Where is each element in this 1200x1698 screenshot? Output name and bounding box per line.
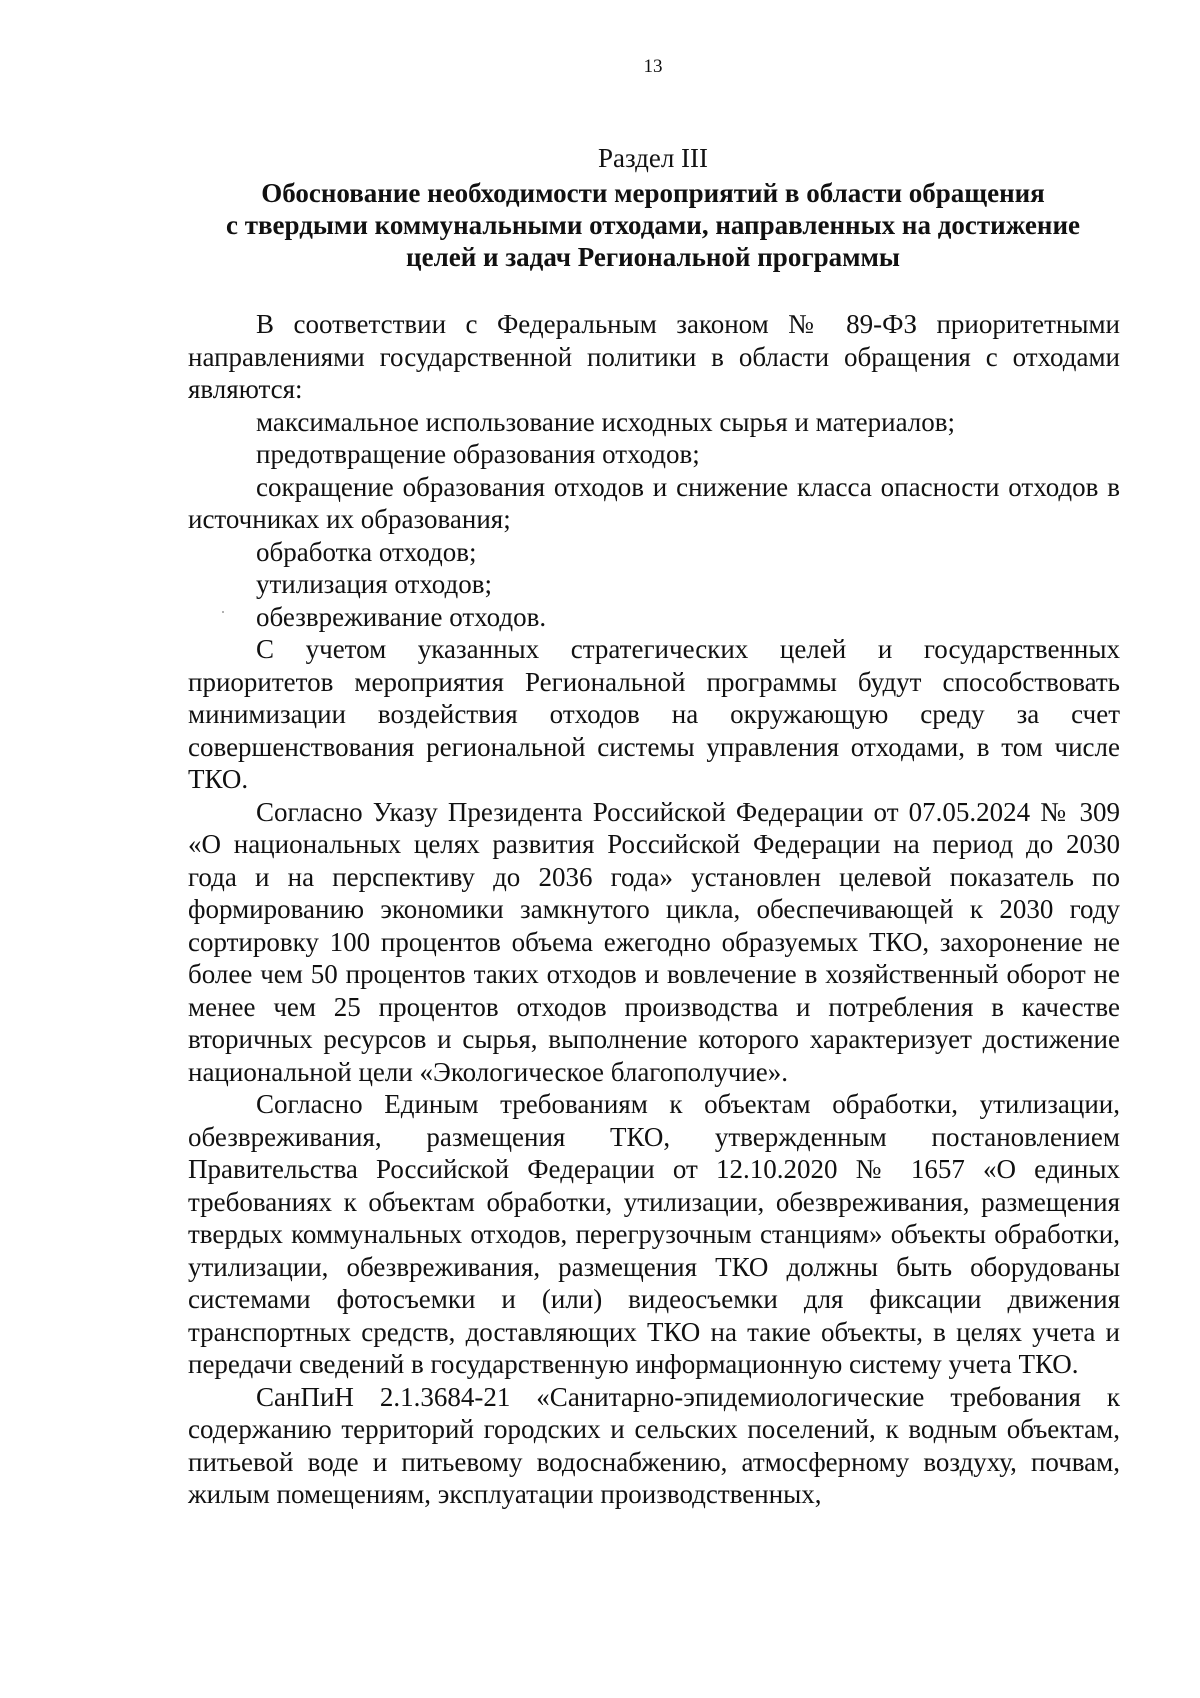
strategic-goals-paragraph: С учетом указанных стратегических целей и государственных приоритетов мероприятия Региональной программы будут способствовать минимизации воздействия отходов на окружающую среду за счет совершенствования региональной системы управления отходами, в том числе ТКО. bbox=[188, 634, 1120, 794]
priority-item: сокращение образования отходов и снижение класса опасности отходов в источниках их образования; bbox=[188, 471, 1120, 534]
section-title bbox=[0, 177, 1200, 273]
unified-requirements-paragraph: Согласно Единым требованиям к объектам обработки, утилизации, обезвреживания, размещения ТКО, утвержденным постановлением Правительства Российской Федерации от 12.10.2020 № 1657 «О единых требованиях к объектам обработки, утилизации, обезвреживания, размещения твердых коммунальных отходов, перегрузочным станциям» объекты обработки, утилизации, обезвреживания, размещения ТКО должны быть оборудованы системами фотосъемки и (или) видеосъемки для фиксации движения транспортных средств, доставляющих ТКО на такие объекты, в целях учета и передачи сведений в государственную информационную систему учета ТКО. bbox=[188, 1089, 1120, 1379]
section-title-line: целей и задач Региональной программы bbox=[406, 242, 900, 272]
scan-speck bbox=[222, 611, 224, 613]
section-label: Раздел III bbox=[597, 143, 709, 173]
section-title-line: с твердыми коммунальными отходами, направленных на достижение bbox=[225, 210, 1081, 240]
priority-item: предотвращение образования отходов; bbox=[256, 439, 700, 469]
priority-item: обработка отходов; bbox=[256, 536, 477, 567]
body-text bbox=[188, 308, 1120, 1511]
sanpin-paragraph: СанПиН 2.1.3684-21 «Санитарно-эпидемиологические требования к содержанию территорий городских и сельских поселений, к водным объектам, питьевой воде и питьевому водоснабжению, атмосферному воздуху, почвам, жилым помещениям, эксплуатации производственных, bbox=[188, 1381, 1120, 1509]
page-number: 13 bbox=[643, 56, 663, 77]
priority-item: утилизация отходов; bbox=[256, 569, 493, 599]
section-title-line: Обоснование необходимости мероприятий в области обращения bbox=[261, 178, 1045, 208]
intro-paragraph: В соответствии с Федеральным законом № 89-ФЗ приоритетными направлениями государственной политики в области обращения с отходами являются: bbox=[188, 309, 1120, 404]
priority-item: максимальное использование исходных сырья и материалов; bbox=[256, 406, 956, 437]
priority-item: обезвреживание отходов. bbox=[256, 601, 547, 632]
presidential-decree-paragraph: Согласно Указу Президента Российской Федерации от 07.05.2024 № 309 «О национальных целях развития Российской Федерации на период до 2030 года и на перспективу до 2036 года» установлен целевой показатель по формированию экономики замкнутого цикла, обеспечивающей к 2030 году сортировку 100 процентов объема ежегодно образуемых ТКО, захоронение не более чем 50 процентов таких отходов и вовлечение в хозяйственный оборот не менее чем 25 процентов отходов производства и потребления в качестве вторичных ресурсов и сырья, выполнение которого характеризует достижение национальной цели «Экологическое благополучие». bbox=[188, 796, 1120, 1087]
